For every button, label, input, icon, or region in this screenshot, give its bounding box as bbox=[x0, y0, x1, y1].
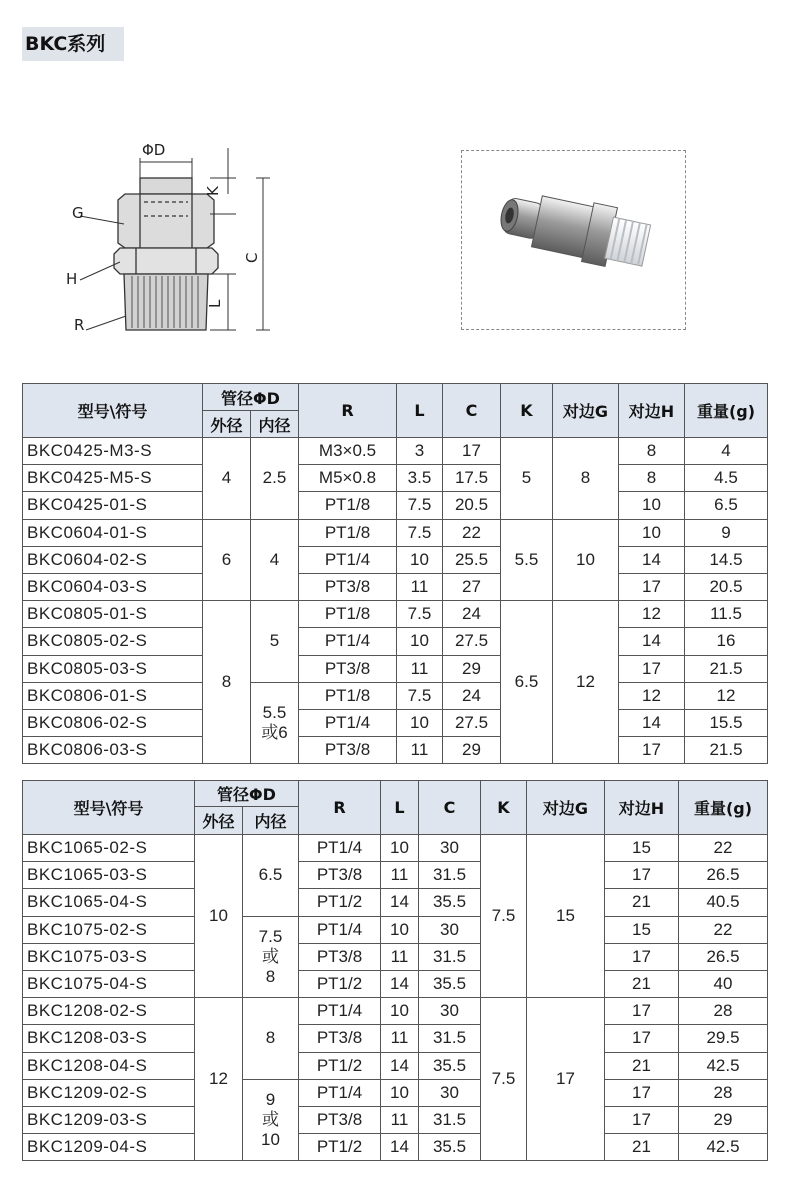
l-cell: 11 bbox=[381, 943, 419, 970]
table-row bbox=[23, 1134, 768, 1161]
h-cell: 14 bbox=[619, 709, 685, 736]
weight-cell: 9 bbox=[685, 519, 768, 546]
outer-cell: 6 bbox=[203, 519, 251, 601]
weight-cell: 29 bbox=[679, 1106, 768, 1133]
model-cell: BKC1075-02-S bbox=[23, 916, 195, 943]
table-row bbox=[23, 1079, 768, 1106]
inner-line: 或 bbox=[262, 1109, 279, 1129]
model-cell: BKC1209-04-S bbox=[23, 1134, 195, 1161]
header-r: R bbox=[299, 384, 397, 438]
k-cell: 7.5 bbox=[481, 998, 527, 1161]
c-cell: 31.5 bbox=[419, 862, 481, 889]
model-cell: BKC1075-03-S bbox=[23, 943, 195, 970]
inner-line: 9 bbox=[265, 1089, 276, 1109]
header-model: 型号\符号 bbox=[23, 384, 203, 438]
header-h: 对边H bbox=[605, 781, 679, 835]
weight-cell: 21.5 bbox=[685, 737, 768, 764]
header-model: 型号\符号 bbox=[23, 781, 195, 835]
inner-line: 或6 bbox=[261, 722, 288, 742]
weight-cell: 20.5 bbox=[685, 573, 768, 600]
header-inner: 内径 bbox=[251, 411, 299, 438]
header-tube: 管径ΦD bbox=[203, 384, 299, 411]
table-row bbox=[23, 438, 768, 465]
model-cell: BKC0805-03-S bbox=[23, 655, 203, 682]
c-cell: 27 bbox=[443, 573, 501, 600]
l-cell: 7.5 bbox=[397, 519, 443, 546]
table-row bbox=[23, 737, 768, 764]
l-cell: 10 bbox=[397, 709, 443, 736]
c-cell: 27.5 bbox=[443, 709, 501, 736]
model-cell: BKC0806-02-S bbox=[23, 709, 203, 736]
r-cell: PT1/4 bbox=[299, 546, 397, 573]
c-cell: 30 bbox=[419, 835, 481, 862]
k-cell: 5 bbox=[501, 438, 553, 520]
l-cell: 7.5 bbox=[397, 682, 443, 709]
table-row bbox=[23, 862, 768, 889]
c-cell: 22 bbox=[443, 519, 501, 546]
r-cell: PT1/4 bbox=[299, 709, 397, 736]
l-cell: 10 bbox=[397, 546, 443, 573]
c-cell: 24 bbox=[443, 682, 501, 709]
model-cell: BKC1209-03-S bbox=[23, 1106, 195, 1133]
l-cell: 10 bbox=[381, 835, 419, 862]
table-row bbox=[23, 601, 768, 628]
l-cell: 14 bbox=[381, 970, 419, 997]
table-row bbox=[23, 546, 768, 573]
h-cell: 17 bbox=[605, 998, 679, 1025]
l-cell: 11 bbox=[381, 1106, 419, 1133]
inner-cell: 8 bbox=[243, 998, 299, 1080]
spec-table-2 bbox=[22, 780, 768, 1161]
r-cell: PT3/8 bbox=[299, 1025, 381, 1052]
r-cell: PT1/4 bbox=[299, 916, 381, 943]
c-cell: 24 bbox=[443, 601, 501, 628]
header-k: K bbox=[501, 384, 553, 438]
diagram-label-k: K bbox=[204, 186, 222, 196]
r-cell: PT3/8 bbox=[299, 573, 397, 600]
l-cell: 3 bbox=[397, 438, 443, 465]
table-row bbox=[23, 709, 768, 736]
fitting-diagram bbox=[60, 138, 300, 348]
h-cell: 17 bbox=[605, 1079, 679, 1106]
l-cell: 10 bbox=[381, 1079, 419, 1106]
h-cell: 8 bbox=[619, 438, 685, 465]
h-cell: 21 bbox=[605, 1134, 679, 1161]
diagram-label-h: H bbox=[66, 270, 78, 288]
k-cell: 7.5 bbox=[481, 835, 527, 998]
c-cell: 20.5 bbox=[443, 492, 501, 519]
weight-cell: 22 bbox=[679, 916, 768, 943]
table-row bbox=[23, 970, 768, 997]
h-cell: 17 bbox=[605, 1106, 679, 1133]
header-g: 对边G bbox=[527, 781, 605, 835]
r-cell: PT1/2 bbox=[299, 889, 381, 916]
diagram-label-c: C bbox=[243, 252, 261, 263]
inner-cell bbox=[251, 682, 299, 764]
model-cell: BKC1208-03-S bbox=[23, 1025, 195, 1052]
r-cell: PT1/8 bbox=[299, 682, 397, 709]
r-cell: PT1/8 bbox=[299, 601, 397, 628]
r-cell: PT3/8 bbox=[299, 737, 397, 764]
l-cell: 11 bbox=[381, 1025, 419, 1052]
r-cell: PT3/8 bbox=[299, 1106, 381, 1133]
r-cell: PT3/8 bbox=[299, 943, 381, 970]
weight-cell: 4 bbox=[685, 438, 768, 465]
r-cell: PT3/8 bbox=[299, 655, 397, 682]
weight-cell: 22 bbox=[679, 835, 768, 862]
c-cell: 27.5 bbox=[443, 628, 501, 655]
h-cell: 17 bbox=[605, 943, 679, 970]
l-cell: 10 bbox=[381, 998, 419, 1025]
weight-cell: 28 bbox=[679, 998, 768, 1025]
inner-line: 或 bbox=[262, 946, 279, 966]
r-cell: M3×0.5 bbox=[299, 438, 397, 465]
r-cell: PT1/4 bbox=[299, 1079, 381, 1106]
model-cell: BKC1208-02-S bbox=[23, 998, 195, 1025]
weight-cell: 40 bbox=[679, 970, 768, 997]
inner-cell: 4 bbox=[251, 519, 299, 601]
l-cell: 10 bbox=[381, 916, 419, 943]
product-photo-frame bbox=[461, 150, 686, 330]
r-cell: PT1/8 bbox=[299, 492, 397, 519]
weight-cell: 6.5 bbox=[685, 492, 768, 519]
c-cell: 25.5 bbox=[443, 546, 501, 573]
h-cell: 17 bbox=[605, 862, 679, 889]
h-cell: 21 bbox=[605, 889, 679, 916]
table-row bbox=[23, 889, 768, 916]
c-cell: 29 bbox=[443, 737, 501, 764]
model-cell: BKC0805-01-S bbox=[23, 601, 203, 628]
table-row bbox=[23, 682, 768, 709]
table-row bbox=[23, 998, 768, 1025]
model-cell: BKC1065-04-S bbox=[23, 889, 195, 916]
h-cell: 17 bbox=[619, 655, 685, 682]
c-cell: 31.5 bbox=[419, 1106, 481, 1133]
r-cell: PT1/8 bbox=[299, 519, 397, 546]
l-cell: 14 bbox=[381, 889, 419, 916]
l-cell: 10 bbox=[397, 628, 443, 655]
l-cell: 14 bbox=[381, 1134, 419, 1161]
outer-cell: 8 bbox=[203, 601, 251, 764]
model-cell: BKC0805-02-S bbox=[23, 628, 203, 655]
model-cell: BKC0806-01-S bbox=[23, 682, 203, 709]
weight-cell: 42.5 bbox=[679, 1134, 768, 1161]
weight-cell: 28 bbox=[679, 1079, 768, 1106]
model-cell: BKC0806-03-S bbox=[23, 737, 203, 764]
h-cell: 21 bbox=[605, 970, 679, 997]
k-cell: 5.5 bbox=[501, 519, 553, 601]
model-cell: BKC1209-02-S bbox=[23, 1079, 195, 1106]
inner-cell: 2.5 bbox=[251, 438, 299, 520]
h-cell: 21 bbox=[605, 1052, 679, 1079]
c-cell: 17 bbox=[443, 438, 501, 465]
table-row bbox=[23, 573, 768, 600]
inner-cell bbox=[243, 1079, 299, 1161]
h-cell: 10 bbox=[619, 492, 685, 519]
outer-cell: 12 bbox=[195, 998, 243, 1161]
weight-cell: 42.5 bbox=[679, 1052, 768, 1079]
inner-line: 8 bbox=[265, 966, 276, 986]
c-cell: 31.5 bbox=[419, 943, 481, 970]
h-cell: 12 bbox=[619, 601, 685, 628]
h-cell: 12 bbox=[619, 682, 685, 709]
weight-cell: 29.5 bbox=[679, 1025, 768, 1052]
table-row bbox=[23, 465, 768, 492]
inner-line: 7.5 bbox=[258, 926, 283, 946]
k-cell: 6.5 bbox=[501, 601, 553, 764]
h-cell: 17 bbox=[605, 1025, 679, 1052]
model-cell: BKC0604-03-S bbox=[23, 573, 203, 600]
r-cell: PT1/4 bbox=[299, 835, 381, 862]
weight-cell: 11.5 bbox=[685, 601, 768, 628]
c-cell: 35.5 bbox=[419, 1134, 481, 1161]
inner-line: 10 bbox=[261, 1129, 280, 1149]
header-r: R bbox=[299, 781, 381, 835]
h-cell: 14 bbox=[619, 546, 685, 573]
g-cell: 15 bbox=[527, 835, 605, 998]
h-cell: 15 bbox=[605, 835, 679, 862]
c-cell: 35.5 bbox=[419, 889, 481, 916]
weight-cell: 21.5 bbox=[685, 655, 768, 682]
c-cell: 35.5 bbox=[419, 970, 481, 997]
table-row bbox=[23, 1025, 768, 1052]
l-cell: 11 bbox=[397, 655, 443, 682]
inner-cell bbox=[243, 916, 299, 998]
weight-cell: 15.5 bbox=[685, 709, 768, 736]
diagram-label-g: G bbox=[72, 204, 84, 222]
c-cell: 30 bbox=[419, 998, 481, 1025]
c-cell: 29 bbox=[443, 655, 501, 682]
l-cell: 7.5 bbox=[397, 492, 443, 519]
l-cell: 3.5 bbox=[397, 465, 443, 492]
l-cell: 11 bbox=[397, 573, 443, 600]
outer-cell: 4 bbox=[203, 438, 251, 520]
h-cell: 15 bbox=[605, 916, 679, 943]
r-cell: PT1/2 bbox=[299, 1052, 381, 1079]
model-cell: BKC1065-03-S bbox=[23, 862, 195, 889]
model-cell: BKC0425-01-S bbox=[23, 492, 203, 519]
model-cell: BKC0604-02-S bbox=[23, 546, 203, 573]
r-cell: PT3/8 bbox=[299, 862, 381, 889]
inner-cell: 5 bbox=[251, 601, 299, 683]
header-k: K bbox=[481, 781, 527, 835]
table-row bbox=[23, 492, 768, 519]
outer-cell: 10 bbox=[195, 835, 243, 998]
weight-cell: 4.5 bbox=[685, 465, 768, 492]
diagram-label-d: ΦD bbox=[142, 141, 166, 159]
c-cell: 30 bbox=[419, 916, 481, 943]
header-outer: 外径 bbox=[203, 411, 251, 438]
table-row bbox=[23, 655, 768, 682]
h-cell: 17 bbox=[619, 573, 685, 600]
table-row bbox=[23, 1052, 768, 1079]
c-cell: 31.5 bbox=[419, 1025, 481, 1052]
series-title: BKC系列 bbox=[22, 27, 124, 61]
model-cell: BKC1065-02-S bbox=[23, 835, 195, 862]
diagram-label-l: L bbox=[206, 299, 224, 308]
weight-cell: 16 bbox=[685, 628, 768, 655]
h-cell: 17 bbox=[619, 737, 685, 764]
r-cell: M5×0.8 bbox=[299, 465, 397, 492]
header-inner: 内径 bbox=[243, 807, 299, 835]
header-c: C bbox=[419, 781, 481, 835]
table-row bbox=[23, 628, 768, 655]
table-row bbox=[23, 1106, 768, 1133]
header-l: L bbox=[381, 781, 419, 835]
header-g: 对边G bbox=[553, 384, 619, 438]
h-cell: 8 bbox=[619, 465, 685, 492]
model-cell: BKC0604-01-S bbox=[23, 519, 203, 546]
product-photo bbox=[462, 151, 684, 328]
model-cell: BKC1208-04-S bbox=[23, 1052, 195, 1079]
header-c: C bbox=[443, 384, 501, 438]
l-cell: 11 bbox=[381, 862, 419, 889]
r-cell: PT1/2 bbox=[299, 970, 381, 997]
weight-cell: 14.5 bbox=[685, 546, 768, 573]
r-cell: PT1/2 bbox=[299, 1134, 381, 1161]
model-cell: BKC0425-M5-S bbox=[23, 465, 203, 492]
weight-cell: 26.5 bbox=[679, 943, 768, 970]
r-cell: PT1/4 bbox=[299, 628, 397, 655]
c-cell: 17.5 bbox=[443, 465, 501, 492]
header-h: 对边H bbox=[619, 384, 685, 438]
h-cell: 10 bbox=[619, 519, 685, 546]
header-weight: 重量(g) bbox=[679, 781, 768, 835]
weight-cell: 12 bbox=[685, 682, 768, 709]
h-cell: 14 bbox=[619, 628, 685, 655]
table-row bbox=[23, 943, 768, 970]
inner-line: 5.5 bbox=[262, 702, 287, 722]
header-l: L bbox=[397, 384, 443, 438]
c-cell: 35.5 bbox=[419, 1052, 481, 1079]
model-cell: BKC0425-M3-S bbox=[23, 438, 203, 465]
l-cell: 7.5 bbox=[397, 601, 443, 628]
g-cell: 17 bbox=[527, 998, 605, 1161]
header-outer: 外径 bbox=[195, 807, 243, 835]
l-cell: 14 bbox=[381, 1052, 419, 1079]
g-cell: 10 bbox=[553, 519, 619, 601]
g-cell: 12 bbox=[553, 601, 619, 764]
c-cell: 30 bbox=[419, 1079, 481, 1106]
r-cell: PT1/4 bbox=[299, 998, 381, 1025]
header-tube: 管径ΦD bbox=[195, 781, 299, 807]
header-weight: 重量(g) bbox=[685, 384, 768, 438]
table-row bbox=[23, 835, 768, 862]
l-cell: 11 bbox=[397, 737, 443, 764]
g-cell: 8 bbox=[553, 438, 619, 520]
table-row bbox=[23, 519, 768, 546]
inner-cell: 6.5 bbox=[243, 835, 299, 917]
model-cell: BKC1075-04-S bbox=[23, 970, 195, 997]
weight-cell: 40.5 bbox=[679, 889, 768, 916]
diagram-label-r: R bbox=[74, 316, 85, 334]
weight-cell: 26.5 bbox=[679, 862, 768, 889]
spec-table-1 bbox=[22, 383, 768, 764]
table-row bbox=[23, 916, 768, 943]
